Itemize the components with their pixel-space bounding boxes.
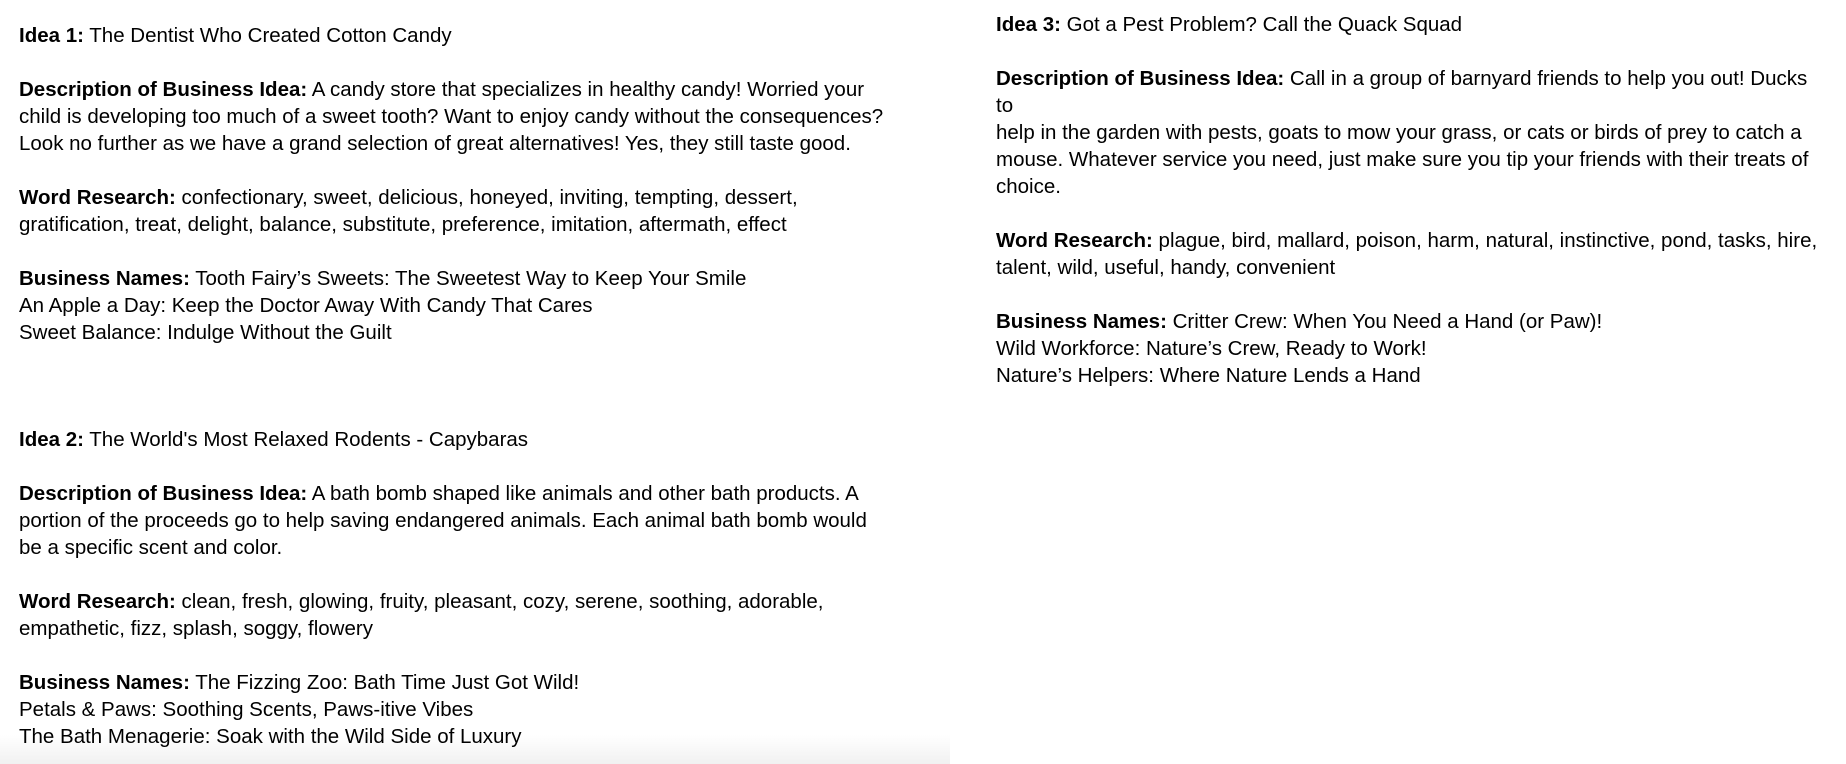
business-name: Nature’s Helpers: Where Nature Lends a Hand <box>996 364 1421 387</box>
word-research-label: Word Research: <box>19 590 176 613</box>
idea-label: Idea 2: <box>19 428 84 451</box>
idea-title: Got a Pest Problem? Call the Quack Squad <box>1066 13 1463 36</box>
description-label: Description of Business Idea: <box>996 67 1285 90</box>
business-names-paragraph <box>996 308 1826 389</box>
business-names-label: Business Names: <box>19 671 190 694</box>
business-name: The Bath Menagerie: Soak with the Wild Side of Luxury <box>19 725 522 748</box>
description-paragraph <box>996 65 1826 200</box>
word-research-paragraph <box>996 227 1826 281</box>
word-research-line: confectionary, sweet, delicious, honeyed, inviting, tempting, dessert, <box>181 186 798 209</box>
business-name: Tooth Fairy’s Sweets: The Sweetest Way to Keep Your Smile <box>195 267 747 290</box>
word-research-line: gratification, treat, delight, balance, substitute, preference, imitation, aftermath, effect <box>19 213 787 236</box>
idea-heading <box>996 11 1826 38</box>
business-names-paragraph <box>19 265 919 346</box>
business-names-label: Business Names: <box>996 310 1167 333</box>
business-name: Petals & Paws: Soothing Scents, Paws-itive Vibes <box>19 698 474 721</box>
description-line: mouse. Whatever service you need, just make sure you tip your friends with their treats of <box>996 148 1809 171</box>
idea-label: Idea 3: <box>996 13 1061 36</box>
idea-block-2 <box>19 426 919 750</box>
word-research-label: Word Research: <box>996 229 1153 252</box>
word-research-line: talent, wild, useful, handy, convenient <box>996 256 1336 279</box>
description-line: A candy store that specializes in healthy candy! Worried your <box>311 78 865 101</box>
description-line: choice. <box>996 175 1061 198</box>
business-names-paragraph <box>19 669 919 750</box>
description-paragraph <box>19 76 919 157</box>
description-label: Description of Business Idea: <box>19 78 308 101</box>
word-research-paragraph <box>19 588 919 642</box>
description-line: be a specific scent and color. <box>19 536 283 559</box>
word-research-line: plague, bird, mallard, poison, harm, natural, instinctive, pond, tasks, hire, <box>1158 229 1818 252</box>
idea-title: The World's Most Relaxed Rodents - Capybaras <box>89 428 529 451</box>
business-name: An Apple a Day: Keep the Doctor Away With Candy That Cares <box>19 294 593 317</box>
idea-block-3 <box>996 11 1826 389</box>
word-research-line: clean, fresh, glowing, fruity, pleasant, cozy, serene, soothing, adorable, <box>181 590 824 613</box>
description-paragraph <box>19 480 919 561</box>
business-name: Sweet Balance: Indulge Without the Guilt <box>19 321 392 344</box>
description-line: portion of the proceeds go to help saving endangered animals. Each animal bath bomb would <box>19 509 867 532</box>
description-line: A bath bomb shaped like animals and other bath products. A <box>311 482 859 505</box>
idea-block-1 <box>19 22 919 346</box>
idea-title: The Dentist Who Created Cotton Candy <box>89 24 452 47</box>
idea-label: Idea 1: <box>19 24 84 47</box>
business-names-label: Business Names: <box>19 267 190 290</box>
description-line: Call in a group of barnyard friends to help you out! Ducks to <box>996 67 1808 117</box>
word-research-line: empathetic, fizz, splash, soggy, flowery <box>19 617 373 640</box>
idea-heading <box>19 22 919 49</box>
description-line: help in the garden with pests, goats to mow your grass, or cats or birds of prey to catch a <box>996 121 1802 144</box>
business-name: Wild Workforce: Nature’s Crew, Ready to Work! <box>996 337 1427 360</box>
idea-heading <box>19 426 919 453</box>
description-line: child is developing too much of a sweet tooth? Want to enjoy candy without the consequences? <box>19 105 884 128</box>
word-research-label: Word Research: <box>19 186 176 209</box>
description-line: Look no further as we have a grand selection of great alternatives! Yes, they still taste good. <box>19 132 851 155</box>
business-name: The Fizzing Zoo: Bath Time Just Got Wild! <box>195 671 580 694</box>
word-research-paragraph <box>19 184 919 238</box>
business-name: Critter Crew: When You Need a Hand (or Paw)! <box>1172 310 1603 333</box>
description-label: Description of Business Idea: <box>19 482 308 505</box>
